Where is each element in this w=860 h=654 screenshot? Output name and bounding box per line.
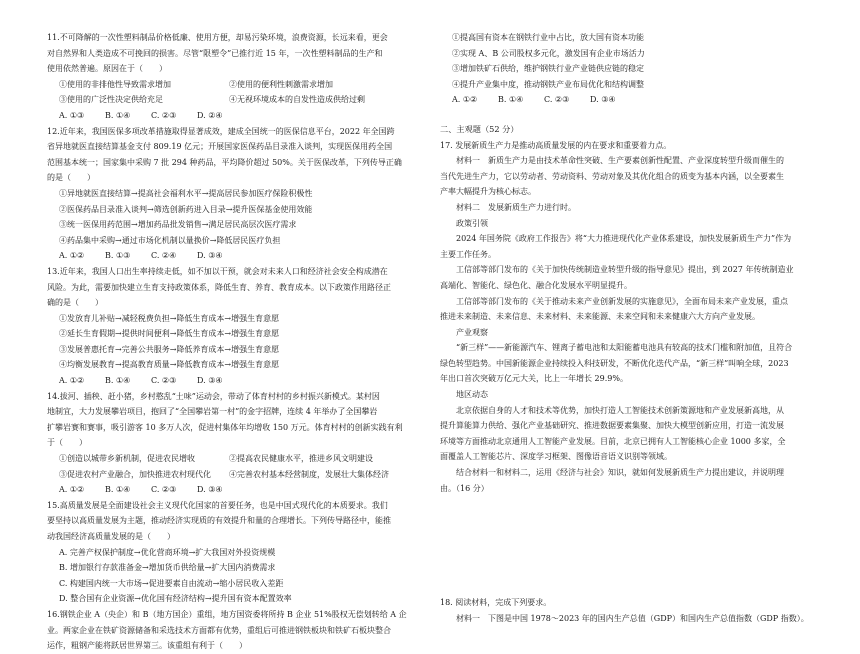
q12-stem-line: 12.近年来，我国医保多项改革措施取得显著成效，建成全国统一的医保信息平台，2022 年全国跨 bbox=[47, 126, 395, 136]
q11-option: ②使用的便利性刺激需求增加 bbox=[229, 79, 333, 89]
q17-material-line: 产率大幅提升为核心标志。 bbox=[440, 187, 536, 197]
q17-paragraph-line: 环境等方面推动北京通用人工智能产业发展。目前，北京已拥有人工智能核心企业 1000 多家，全 bbox=[440, 436, 786, 446]
q16-option: ②实现 A、B 公司股权多元化，激发国有企业市场活力 bbox=[452, 48, 645, 58]
q17-paragraph-line: 提升算能算力供给、强化产业基础研究、推进数据要素集聚、加快大模型创新应用，打造一流发展 bbox=[440, 421, 784, 431]
q15-choice-b: B. 增加银行存款准备金→增加货币供给量→扩大国内消费需求 bbox=[59, 563, 276, 573]
q15-stem-line: 要坚持以高质量发展为主题，推动经济实现质的有效提升和量的合理增长。下列传导路径中，能推 bbox=[47, 516, 391, 526]
question-14 bbox=[47, 389, 425, 498]
q14-stem-line: 扩攀岩赛和赛事，吸引游客 10 多万人次，促进村集体年均增收 150 万元。体育村村的创新实践有利 bbox=[47, 422, 403, 432]
q17-paragraph-line: 工信部等部门发布的《关于推动未来产业创新发展的实施意见》，全面布局未来产业发展，重点 bbox=[456, 296, 788, 306]
q17-paragraph-line: “新三样”——新能源汽车、锂离子蓄电池和太阳能蓄电池具有较高的技术门槛和附加值，且符合 bbox=[456, 343, 793, 353]
question-12 bbox=[47, 124, 425, 264]
q17-material-line: 当代先进生产力，它以劳动者、劳动资料、劳动对象及其优化组合的质变为基本内涵，以全要素生 bbox=[440, 171, 784, 181]
answer-choice-b: B. ①③ bbox=[105, 251, 131, 261]
q13-chain: ②延长生育假期→提供时间便利→降低生育成本→增强生育意愿 bbox=[59, 329, 280, 339]
q11-option: ④无视环境成本的自发性造成供给过剩 bbox=[229, 95, 365, 105]
q17-subheading: 地区动态 bbox=[456, 390, 488, 400]
q16-answer-row bbox=[440, 92, 820, 108]
q15-choice-c: C. 构建国内统一大市场→促进要素自由流动→缩小居民收入差距 bbox=[59, 578, 284, 588]
q14-option-row bbox=[47, 467, 425, 483]
q12-chain: ②医保药品目录准入谈判→筛选创新药进入目录→提升医保基金使用效能 bbox=[59, 204, 313, 214]
q17-material-two: 材料二 发展新质生产力进行时。 bbox=[456, 202, 576, 212]
q16-continued bbox=[440, 30, 820, 108]
q11-option-row bbox=[47, 77, 425, 93]
q12-chain: ③统一医保用药范围→增加药品批发销售→满足居民高层次医疗需求 bbox=[59, 220, 297, 230]
q11-option: ①使用的非排他性导致需求增加 bbox=[59, 79, 171, 89]
right-column bbox=[440, 30, 820, 626]
answer-choice-c: C. ②③ bbox=[151, 110, 177, 120]
q17-subheading: 政策引领 bbox=[456, 218, 488, 228]
question-18 bbox=[440, 595, 820, 626]
spacer bbox=[440, 108, 820, 122]
q13-stem-line: 风险。为此，需要加快建立生育支持政策体系，降低生育、养育、教育成本。以下政策作用路径正 bbox=[47, 282, 391, 292]
q17-paragraph-line: 推进未来制造、未来信息、未来材料、未来能源、未来空间和未来健康六大方向产业发展。 bbox=[440, 312, 760, 322]
q12-answer-row bbox=[47, 248, 425, 264]
q17-paragraph-line: 2024 年国务院《政府工作报告》将“大力推进现代化产业体系建设，加快发展新质生产力”作为 bbox=[456, 234, 792, 244]
answer-choice-b: B. ①④ bbox=[105, 485, 131, 495]
answer-choice-d: D. ③④ bbox=[197, 251, 223, 261]
q18-intro: 18. 阅读材料，完成下列要求。 bbox=[440, 598, 552, 608]
answer-choice-b: B. ①④ bbox=[105, 376, 131, 386]
q15-choice-d: D. 整合国有企业资源→优化国有经济结构→提升国有资本配置效率 bbox=[59, 594, 292, 604]
answer-choice-b: B. ①④ bbox=[105, 110, 131, 120]
q17-subheading: 产业观察 bbox=[456, 327, 488, 337]
q14-stem-line: 于（ ） bbox=[47, 438, 87, 448]
answer-choice-c: C. ②③ bbox=[151, 376, 177, 386]
q11-answer-row bbox=[47, 108, 425, 124]
q15-stem-line: 15.高质量发展是全面建设社会主义现代化国家的首要任务，也是中国式现代化的本质要求。我们 bbox=[47, 500, 388, 510]
q14-option: ③促进农村产业融合，加快推进农村现代化 bbox=[59, 469, 211, 479]
left-column bbox=[47, 30, 425, 654]
q14-option: ②提高农民健康水平，推进乡风文明建设 bbox=[229, 454, 373, 464]
answer-choice-c: C. ②④ bbox=[151, 251, 177, 261]
question-15 bbox=[47, 498, 425, 607]
q11-stem-line: 对自然界和人类造成不可挽回的损害。尽管“限塑令”已推行近 15 年，一次性塑料制品的生产和 bbox=[47, 48, 383, 58]
answer-space bbox=[440, 496, 820, 595]
answer-choice-b: B. ①④ bbox=[498, 95, 524, 105]
q13-stem-line: 13.近年来，我国人口出生率持续走低，如不加以干预，就会对未来人口和经济社会安全构成潜在 bbox=[47, 266, 388, 276]
q18-material-one: 材料一 下图是中国 1978～2023 年的国内生产总值（GDP）和国内生产总值指数（GDP 指数）。 bbox=[456, 613, 809, 623]
answer-choice-a: A. ①② bbox=[59, 485, 85, 495]
q17-paragraph-line: 绿色转型趋势。中国新能源企业持续投入科技研发，不断优化迭代产品，“新三样”叫响全球，2023 bbox=[440, 358, 789, 368]
q12-chain: ④药品集中采购→通过市场化机制以量换价→降低居民医疗负担 bbox=[59, 235, 281, 245]
q11-stem-line: 11.不可降解的一次性塑料制品价格低廉、使用方便，却易污染环境，浪费资源，长远来看，更会 bbox=[47, 33, 388, 42]
q12-stem-line: 的是（ ） bbox=[47, 173, 95, 183]
q17-paragraph-line: 北京依据自身的人才和技术等优势，加快打造人工智能技术创新策源地和产业发展新高地，从 bbox=[456, 405, 784, 415]
q17-intro: 17. 发展新质生产力是推动高质量发展的内在要求和重要着力点。 bbox=[440, 140, 672, 150]
question-16 bbox=[47, 607, 425, 654]
q17-task-line: 结合材料一和材料二，运用《经济与社会》知识，就如何发展新质生产力提出建议，并说明理 bbox=[456, 468, 784, 478]
q17-paragraph-line: 主要工作任务。 bbox=[440, 249, 496, 259]
q13-stem-line: 确的是（ ） bbox=[47, 298, 103, 308]
q14-stem-line: 14.拔河、插秧、赶小猪，乡村憨乱“土味”运动会，带动了体育村村的乡村振兴新模式。某村因 bbox=[47, 391, 380, 401]
question-11 bbox=[47, 30, 425, 124]
answer-choice-a: A. ①② bbox=[59, 376, 85, 386]
question-17 bbox=[440, 138, 820, 497]
answer-choice-d: D. ③④ bbox=[197, 376, 223, 386]
q12-stem-line: 范围基本统一；国家集中采购 7 批 294 种药品，平均降价超过 50%。关于医保改革，下列传导正确 bbox=[47, 157, 402, 167]
q17-material-line: 材料一 新质生产力是由技术革命性突破、生产要素创新性配置、产业深度转型升级而催生的 bbox=[456, 156, 784, 166]
q14-option-row bbox=[47, 451, 425, 467]
q12-chain: ①异地就医直接结算→提高社会福利水平→提高居民参加医疗保险积极性 bbox=[59, 188, 313, 198]
q15-stem-line: 动我国经济高质量发展的是（ ） bbox=[47, 532, 175, 541]
q14-option: ①创造以城带乡新机制，促进农民增收 bbox=[59, 454, 195, 464]
q16-stem-line: 运作，粗钢产能将跃居世界第三。该重组有利于（ ） bbox=[47, 641, 247, 651]
question-13 bbox=[47, 264, 425, 389]
answer-choice-c: C. ②③ bbox=[151, 485, 177, 495]
q12-stem-line: 省异地就医直接结算基金支付 809.19 亿元；开展国家医保药品目录准入谈判，实现医保用药全国 bbox=[47, 142, 393, 152]
q11-option-row bbox=[47, 92, 425, 108]
answer-choice-a: A. ①③ bbox=[59, 110, 85, 120]
q17-paragraph-line: 高端化、智能化、绿色化、融合化发展水平明显提升。 bbox=[440, 280, 632, 290]
q13-chain: ①发放育儿补贴→减轻税费负担→降低生育成本→增强生育意愿 bbox=[59, 313, 280, 323]
q17-paragraph-line: 面覆盖人工智能芯片、深度学习框架、图像语音语义识别等领域。 bbox=[440, 452, 672, 462]
q17-paragraph-line: 年出口首次突破万亿元大关，比上一年增长 29.9%。 bbox=[440, 374, 628, 384]
answer-choice-a: A. ①② bbox=[452, 95, 478, 105]
q13-answer-row bbox=[47, 373, 425, 389]
q11-option: ③使用的广泛性决定供给充足 bbox=[59, 95, 163, 105]
section-heading-subjective: 二、主观题（52 分） bbox=[440, 123, 519, 134]
q17-task-line: 由。（16 分） bbox=[440, 483, 489, 493]
answer-choice-d: D. ③④ bbox=[197, 485, 223, 495]
q13-chain: ④均衡发展教育→提高教育质量→降低教育成本→增强生育意愿 bbox=[59, 360, 280, 370]
q16-option: ③增加铁矿石供给，维护钢铁行业产业链供应链的稳定 bbox=[452, 64, 644, 74]
q13-chain: ③发展普惠托育→完善公共服务→降低养育成本→增强生育意愿 bbox=[59, 344, 280, 354]
q16-stem-line: 业。两家企业在铁矿资源储备和采选技术方面都有优势，重组后可推进钢铁板块和铁矿石板块整合 bbox=[47, 625, 391, 635]
answer-choice-d: D. ③④ bbox=[590, 95, 616, 105]
q17-paragraph-line: 工信部等部门发布的《关于加快传统制造业转型升级的指导意见》提出，到 2027 年传统制造业 bbox=[456, 265, 794, 275]
answer-choice-a: A. ①② bbox=[59, 251, 85, 261]
q16-option: ①提高国有资本在钢铁行业中占比，放大国有资本功能 bbox=[452, 33, 644, 42]
q16-stem-line: 16.钢铁企业 A（央企）和 B（地方国企）重组，地方国资委将所持 B 企业 51%股权无偿划转给 A 企 bbox=[47, 609, 407, 619]
answer-choice-c: C. ②③ bbox=[544, 95, 570, 105]
q14-option: ④完善农村基本经营制度，发展壮大集体经济 bbox=[229, 469, 389, 479]
q16-option: ④提升产业集中度，推动钢铁产业布局优化和结构调整 bbox=[452, 79, 644, 89]
q14-answer-row bbox=[47, 482, 425, 498]
q14-stem-line: 地制宜，大力发展攀岩项目，抱回了“全国攀岩第一村”的金字招牌，连续 4 年举办了全国攀岩 bbox=[47, 407, 378, 417]
q15-choice-a: A. 完善产权保护制度→优化营商环境→扩大我国对外投资规模 bbox=[59, 547, 276, 557]
q11-stem-line: 使用依然普遍。原因在于（ ） bbox=[47, 64, 167, 74]
answer-choice-d: D. ②④ bbox=[197, 110, 223, 120]
